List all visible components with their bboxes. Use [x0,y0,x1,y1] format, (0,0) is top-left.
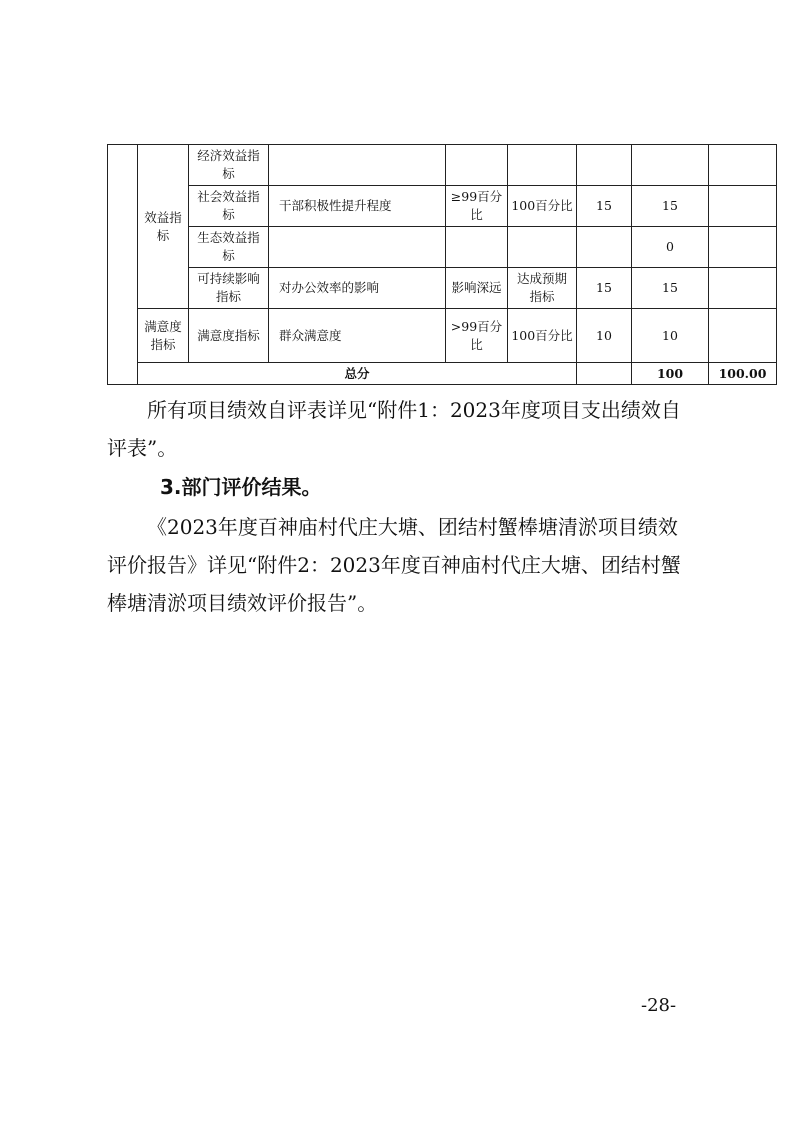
standard-cell [508,227,577,268]
remark-cell [709,227,777,268]
standard-cell: 100百分比 [508,309,577,363]
content-cell [269,227,446,268]
total-label: 总分 [138,363,577,385]
blank-first-level-cell [108,145,138,385]
standard-cell [508,145,577,186]
indicator-cell: 社会效益指标 [189,186,269,227]
attachment-2-paragraph: 《2023年度百神庙村代庄大塘、团结村蟹棒塘清淤项目绩效评价报告》详见“附件2：2023年度百神庙村代庄大塘、团结村蟹棒塘清淤项目绩效评价报告”。 [107,515,681,615]
group-label-benefit: 效益指标 [138,145,189,309]
target-cell: >99百分比 [446,309,508,363]
performance-table [107,144,777,385]
weight-cell: 15 [577,268,632,309]
indicator-cell: 可持续影响指标 [189,268,269,309]
table-row [108,227,777,268]
table-row [108,268,777,309]
weight-cell: 10 [577,309,632,363]
score-cell: 0 [632,227,709,268]
weight-cell [577,145,632,186]
indicator-cell: 满意度指标 [189,309,269,363]
remark-cell [709,309,777,363]
weight-cell: 15 [577,186,632,227]
table-row [108,145,777,186]
remark-cell [709,268,777,309]
indicator-cell: 生态效益指标 [189,227,269,268]
content-cell: 干部积极性提升程度 [269,186,446,227]
table-row [108,186,777,227]
target-cell [446,227,508,268]
content-cell: 群众满意度 [269,309,446,363]
target-cell [446,145,508,186]
total-blank-cell [577,363,632,385]
target-cell: ≥99百分比 [446,186,508,227]
score-cell: 15 [632,268,709,309]
content-cell [269,145,446,186]
standard-cell: 100百分比 [508,186,577,227]
total-row [108,363,777,385]
section-heading: 3.部门评价结果。 [160,475,322,499]
total-weight: 100 [632,363,709,385]
total-score: 100.00 [709,363,777,385]
remark-cell [709,145,777,186]
group-label-satisfaction: 满意度指标 [138,309,189,363]
weight-cell [577,227,632,268]
score-cell: 10 [632,309,709,363]
attachment-1-paragraph: 所有项目绩效自评表详见“附件1：2023年度项目支出绩效自评表”。 [107,398,681,460]
target-cell: 影响深远 [446,268,508,309]
indicator-cell: 经济效益指标 [189,145,269,186]
score-cell [632,145,709,186]
remark-cell [709,186,777,227]
content-cell: 对办公效率的影响 [269,268,446,309]
table-row [108,309,777,363]
page-number: -28- [641,995,677,1016]
score-cell: 15 [632,186,709,227]
standard-cell: 达成预期指标 [508,268,577,309]
